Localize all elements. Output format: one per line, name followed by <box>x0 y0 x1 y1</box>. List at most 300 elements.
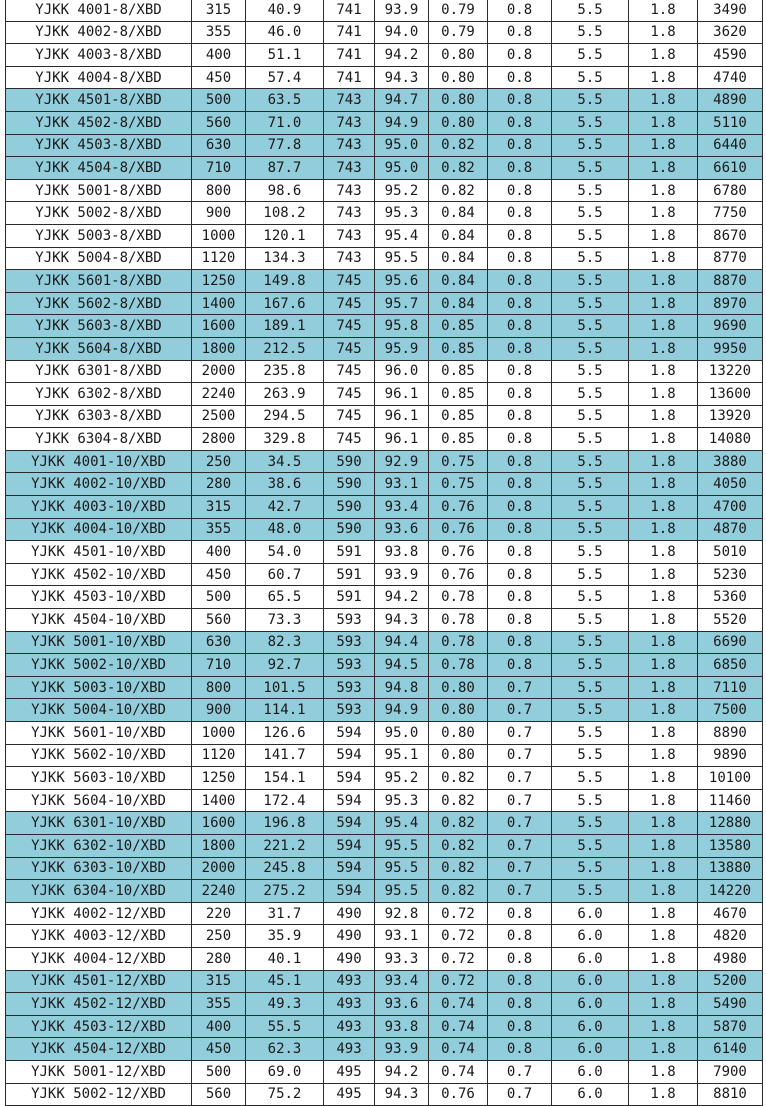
current-ratio-cell: 5.5 <box>552 134 629 157</box>
model-cell: YJKK 6301-8/XBD <box>6 360 192 383</box>
model-cell: YJKK 4003-12/XBD <box>6 925 192 948</box>
efficiency-cell: 93.3 <box>375 947 429 970</box>
table-row <box>6 224 763 247</box>
torque-ratio-cell: 0.7 <box>488 676 552 699</box>
speed-cell: 743 <box>324 134 375 157</box>
torque-ratio-cell: 0.8 <box>488 563 552 586</box>
efficiency-cell: 95.4 <box>375 224 429 247</box>
current-cell: 62.3 <box>246 1038 324 1061</box>
table-row <box>6 247 763 270</box>
power-factor-cell: 0.80 <box>429 744 488 767</box>
table-row <box>6 586 763 609</box>
current-cell: 65.5 <box>246 586 324 609</box>
efficiency-cell: 93.8 <box>375 541 429 564</box>
torque-ratio-cell: 0.8 <box>488 179 552 202</box>
table-row <box>6 292 763 315</box>
power-cell: 800 <box>192 179 246 202</box>
max-torque-ratio-cell: 1.8 <box>629 541 698 564</box>
model-cell: YJKK 4504-12/XBD <box>6 1038 192 1061</box>
table-row <box>6 789 763 812</box>
weight-cell: 5200 <box>698 970 763 993</box>
efficiency-cell: 94.2 <box>375 586 429 609</box>
weight-cell: 7110 <box>698 676 763 699</box>
current-ratio-cell: 5.5 <box>552 405 629 428</box>
torque-ratio-cell: 0.8 <box>488 428 552 451</box>
power-factor-cell: 0.85 <box>429 428 488 451</box>
model-cell: YJKK 6304-10/XBD <box>6 880 192 903</box>
speed-cell: 594 <box>324 789 375 812</box>
power-factor-cell: 0.78 <box>429 586 488 609</box>
max-torque-ratio-cell: 1.8 <box>629 21 698 44</box>
torque-ratio-cell: 0.7 <box>488 789 552 812</box>
speed-cell: 745 <box>324 360 375 383</box>
power-cell: 450 <box>192 66 246 89</box>
current-cell: 87.7 <box>246 157 324 180</box>
max-torque-ratio-cell: 1.8 <box>629 89 698 112</box>
efficiency-cell: 94.9 <box>375 111 429 134</box>
current-cell: 51.1 <box>246 44 324 67</box>
weight-cell: 13880 <box>698 857 763 880</box>
max-torque-ratio-cell: 1.8 <box>629 563 698 586</box>
efficiency-cell: 96.1 <box>375 428 429 451</box>
current-cell: 45.1 <box>246 970 324 993</box>
current-cell: 73.3 <box>246 609 324 632</box>
power-factor-cell: 0.84 <box>429 270 488 293</box>
model-cell: YJKK 4503-12/XBD <box>6 1015 192 1038</box>
speed-cell: 591 <box>324 541 375 564</box>
efficiency-cell: 92.8 <box>375 902 429 925</box>
efficiency-cell: 95.3 <box>375 202 429 225</box>
model-cell: YJKK 4501-10/XBD <box>6 541 192 564</box>
current-ratio-cell: 5.5 <box>552 586 629 609</box>
table-row <box>6 270 763 293</box>
model-cell: YJKK 6303-10/XBD <box>6 857 192 880</box>
max-torque-ratio-cell: 1.8 <box>629 993 698 1016</box>
efficiency-cell: 94.5 <box>375 654 429 677</box>
efficiency-cell: 94.3 <box>375 1083 429 1106</box>
current-ratio-cell: 5.5 <box>552 292 629 315</box>
power-cell: 560 <box>192 609 246 632</box>
current-cell: 141.7 <box>246 744 324 767</box>
weight-cell: 6140 <box>698 1038 763 1061</box>
efficiency-cell: 94.8 <box>375 676 429 699</box>
weight-cell: 6850 <box>698 654 763 677</box>
max-torque-ratio-cell: 1.8 <box>629 247 698 270</box>
speed-cell: 741 <box>324 21 375 44</box>
speed-cell: 741 <box>324 66 375 89</box>
table-row <box>6 631 763 654</box>
speed-cell: 743 <box>324 247 375 270</box>
torque-ratio-cell: 0.8 <box>488 383 552 406</box>
weight-cell: 4890 <box>698 89 763 112</box>
table-row <box>6 518 763 541</box>
efficiency-cell: 95.4 <box>375 812 429 835</box>
weight-cell: 13580 <box>698 834 763 857</box>
power-cell: 280 <box>192 947 246 970</box>
current-cell: 114.1 <box>246 699 324 722</box>
power-cell: 1000 <box>192 722 246 745</box>
efficiency-cell: 95.2 <box>375 179 429 202</box>
efficiency-cell: 93.9 <box>375 1038 429 1061</box>
table-row <box>6 383 763 406</box>
efficiency-cell: 94.9 <box>375 699 429 722</box>
current-ratio-cell: 5.5 <box>552 360 629 383</box>
speed-cell: 745 <box>324 428 375 451</box>
weight-cell: 5110 <box>698 111 763 134</box>
table-row <box>6 1083 763 1106</box>
current-cell: 172.4 <box>246 789 324 812</box>
table-row <box>6 812 763 835</box>
model-cell: YJKK 4502-10/XBD <box>6 563 192 586</box>
current-cell: 189.1 <box>246 315 324 338</box>
current-ratio-cell: 5.5 <box>552 834 629 857</box>
model-cell: YJKK 4502-12/XBD <box>6 993 192 1016</box>
current-ratio-cell: 5.5 <box>552 518 629 541</box>
max-torque-ratio-cell: 1.8 <box>629 496 698 519</box>
power-cell: 315 <box>192 970 246 993</box>
power-factor-cell: 0.76 <box>429 496 488 519</box>
current-cell: 212.5 <box>246 337 324 360</box>
max-torque-ratio-cell: 1.8 <box>629 767 698 790</box>
table-row <box>6 676 763 699</box>
table-row <box>6 993 763 1016</box>
speed-cell: 741 <box>324 44 375 67</box>
current-ratio-cell: 6.0 <box>552 1083 629 1106</box>
model-cell: YJKK 4504-10/XBD <box>6 609 192 632</box>
power-cell: 630 <box>192 134 246 157</box>
max-torque-ratio-cell: 1.8 <box>629 134 698 157</box>
torque-ratio-cell: 0.8 <box>488 111 552 134</box>
current-ratio-cell: 5.5 <box>552 315 629 338</box>
max-torque-ratio-cell: 1.8 <box>629 609 698 632</box>
speed-cell: 493 <box>324 993 375 1016</box>
torque-ratio-cell: 0.7 <box>488 744 552 767</box>
current-cell: 54.0 <box>246 541 324 564</box>
current-ratio-cell: 6.0 <box>552 970 629 993</box>
current-ratio-cell: 5.5 <box>552 270 629 293</box>
current-cell: 245.8 <box>246 857 324 880</box>
torque-ratio-cell: 0.8 <box>488 947 552 970</box>
power-cell: 355 <box>192 21 246 44</box>
weight-cell: 4740 <box>698 66 763 89</box>
table-row <box>6 473 763 496</box>
speed-cell: 743 <box>324 157 375 180</box>
power-cell: 900 <box>192 202 246 225</box>
max-torque-ratio-cell: 1.8 <box>629 902 698 925</box>
power-factor-cell: 0.76 <box>429 541 488 564</box>
max-torque-ratio-cell: 1.8 <box>629 676 698 699</box>
max-torque-ratio-cell: 1.8 <box>629 360 698 383</box>
current-ratio-cell: 5.5 <box>552 767 629 790</box>
speed-cell: 594 <box>324 744 375 767</box>
power-factor-cell: 0.79 <box>429 21 488 44</box>
weight-cell: 6610 <box>698 157 763 180</box>
power-factor-cell: 0.82 <box>429 834 488 857</box>
model-cell: YJKK 5004-8/XBD <box>6 247 192 270</box>
table-row <box>6 496 763 519</box>
model-cell: YJKK 4001-8/XBD <box>6 0 192 21</box>
speed-cell: 495 <box>324 1083 375 1106</box>
table-row <box>6 654 763 677</box>
speed-cell: 590 <box>324 473 375 496</box>
power-cell: 2000 <box>192 360 246 383</box>
max-torque-ratio-cell: 1.8 <box>629 383 698 406</box>
max-torque-ratio-cell: 1.8 <box>629 925 698 948</box>
torque-ratio-cell: 0.8 <box>488 586 552 609</box>
current-ratio-cell: 5.5 <box>552 89 629 112</box>
power-factor-cell: 0.85 <box>429 315 488 338</box>
current-cell: 235.8 <box>246 360 324 383</box>
torque-ratio-cell: 0.8 <box>488 315 552 338</box>
power-factor-cell: 0.84 <box>429 202 488 225</box>
current-cell: 40.1 <box>246 947 324 970</box>
current-cell: 263.9 <box>246 383 324 406</box>
model-cell: YJKK 4004-10/XBD <box>6 518 192 541</box>
speed-cell: 594 <box>324 812 375 835</box>
weight-cell: 6440 <box>698 134 763 157</box>
max-torque-ratio-cell: 1.8 <box>629 880 698 903</box>
current-ratio-cell: 5.5 <box>552 224 629 247</box>
current-ratio-cell: 5.5 <box>552 654 629 677</box>
power-cell: 1600 <box>192 812 246 835</box>
torque-ratio-cell: 0.7 <box>488 767 552 790</box>
torque-ratio-cell: 0.8 <box>488 518 552 541</box>
speed-cell: 591 <box>324 563 375 586</box>
max-torque-ratio-cell: 1.8 <box>629 518 698 541</box>
power-cell: 2240 <box>192 383 246 406</box>
power-factor-cell: 0.80 <box>429 699 488 722</box>
current-cell: 31.7 <box>246 902 324 925</box>
model-cell: YJKK 4503-8/XBD <box>6 134 192 157</box>
current-cell: 134.3 <box>246 247 324 270</box>
max-torque-ratio-cell: 1.8 <box>629 1015 698 1038</box>
power-factor-cell: 0.75 <box>429 450 488 473</box>
power-cell: 280 <box>192 473 246 496</box>
current-cell: 49.3 <box>246 993 324 1016</box>
current-ratio-cell: 5.5 <box>552 428 629 451</box>
power-cell: 250 <box>192 450 246 473</box>
current-ratio-cell: 5.5 <box>552 202 629 225</box>
power-cell: 1400 <box>192 789 246 812</box>
current-cell: 82.3 <box>246 631 324 654</box>
weight-cell: 4590 <box>698 44 763 67</box>
max-torque-ratio-cell: 1.8 <box>629 789 698 812</box>
model-cell: YJKK 5001-10/XBD <box>6 631 192 654</box>
current-ratio-cell: 6.0 <box>552 1060 629 1083</box>
model-cell: YJKK 4004-12/XBD <box>6 947 192 970</box>
power-factor-cell: 0.85 <box>429 383 488 406</box>
power-cell: 560 <box>192 111 246 134</box>
weight-cell: 8890 <box>698 722 763 745</box>
speed-cell: 743 <box>324 179 375 202</box>
torque-ratio-cell: 0.8 <box>488 1038 552 1061</box>
model-cell: YJKK 4004-8/XBD <box>6 66 192 89</box>
current-cell: 101.5 <box>246 676 324 699</box>
max-torque-ratio-cell: 1.8 <box>629 0 698 21</box>
efficiency-cell: 93.1 <box>375 473 429 496</box>
model-cell: YJKK 4002-12/XBD <box>6 902 192 925</box>
power-factor-cell: 0.76 <box>429 563 488 586</box>
current-ratio-cell: 5.5 <box>552 857 629 880</box>
efficiency-cell: 95.2 <box>375 767 429 790</box>
table-row <box>6 202 763 225</box>
efficiency-cell: 94.2 <box>375 1060 429 1083</box>
power-cell: 500 <box>192 89 246 112</box>
speed-cell: 594 <box>324 857 375 880</box>
table-row <box>6 902 763 925</box>
model-cell: YJKK 4001-10/XBD <box>6 450 192 473</box>
table-row <box>6 925 763 948</box>
power-cell: 900 <box>192 699 246 722</box>
weight-cell: 14220 <box>698 880 763 903</box>
torque-ratio-cell: 0.8 <box>488 21 552 44</box>
power-cell: 1800 <box>192 834 246 857</box>
efficiency-cell: 95.0 <box>375 722 429 745</box>
efficiency-cell: 96.0 <box>375 360 429 383</box>
speed-cell: 745 <box>324 315 375 338</box>
efficiency-cell: 95.8 <box>375 315 429 338</box>
current-cell: 46.0 <box>246 21 324 44</box>
table-row <box>6 157 763 180</box>
efficiency-cell: 94.4 <box>375 631 429 654</box>
current-cell: 329.8 <box>246 428 324 451</box>
model-cell: YJKK 4501-12/XBD <box>6 970 192 993</box>
efficiency-cell: 94.3 <box>375 66 429 89</box>
model-cell: YJKK 4504-8/XBD <box>6 157 192 180</box>
max-torque-ratio-cell: 1.8 <box>629 224 698 247</box>
speed-cell: 490 <box>324 947 375 970</box>
current-ratio-cell: 6.0 <box>552 925 629 948</box>
torque-ratio-cell: 0.8 <box>488 0 552 21</box>
current-cell: 42.7 <box>246 496 324 519</box>
table-row <box>6 767 763 790</box>
speed-cell: 493 <box>324 970 375 993</box>
speed-cell: 495 <box>324 1060 375 1083</box>
max-torque-ratio-cell: 1.8 <box>629 315 698 338</box>
power-cell: 500 <box>192 586 246 609</box>
power-cell: 400 <box>192 1015 246 1038</box>
max-torque-ratio-cell: 1.8 <box>629 834 698 857</box>
weight-cell: 8770 <box>698 247 763 270</box>
speed-cell: 594 <box>324 880 375 903</box>
speed-cell: 743 <box>324 224 375 247</box>
power-cell: 1250 <box>192 270 246 293</box>
power-factor-cell: 0.80 <box>429 676 488 699</box>
model-cell: YJKK 5602-8/XBD <box>6 292 192 315</box>
weight-cell: 4670 <box>698 902 763 925</box>
power-cell: 2800 <box>192 428 246 451</box>
power-cell: 2000 <box>192 857 246 880</box>
speed-cell: 593 <box>324 631 375 654</box>
efficiency-cell: 95.3 <box>375 789 429 812</box>
model-cell: YJKK 4501-8/XBD <box>6 89 192 112</box>
power-factor-cell: 0.80 <box>429 722 488 745</box>
power-factor-cell: 0.82 <box>429 857 488 880</box>
torque-ratio-cell: 0.7 <box>488 812 552 835</box>
current-ratio-cell: 5.5 <box>552 247 629 270</box>
model-cell: YJKK 4003-10/XBD <box>6 496 192 519</box>
max-torque-ratio-cell: 1.8 <box>629 586 698 609</box>
power-factor-cell: 0.74 <box>429 1015 488 1038</box>
max-torque-ratio-cell: 1.8 <box>629 654 698 677</box>
max-torque-ratio-cell: 1.8 <box>629 1083 698 1106</box>
power-factor-cell: 0.74 <box>429 993 488 1016</box>
torque-ratio-cell: 0.8 <box>488 631 552 654</box>
torque-ratio-cell: 0.7 <box>488 880 552 903</box>
weight-cell: 7500 <box>698 699 763 722</box>
speed-cell: 594 <box>324 722 375 745</box>
current-cell: 60.7 <box>246 563 324 586</box>
model-cell: YJKK 5604-10/XBD <box>6 789 192 812</box>
current-ratio-cell: 5.5 <box>552 699 629 722</box>
efficiency-cell: 95.0 <box>375 134 429 157</box>
speed-cell: 594 <box>324 834 375 857</box>
torque-ratio-cell: 0.8 <box>488 902 552 925</box>
motor-spec-table <box>5 0 763 1106</box>
table-row <box>6 134 763 157</box>
model-cell: YJKK 5604-8/XBD <box>6 337 192 360</box>
weight-cell: 14080 <box>698 428 763 451</box>
model-cell: YJKK 5001-12/XBD <box>6 1060 192 1083</box>
power-factor-cell: 0.78 <box>429 654 488 677</box>
weight-cell: 11460 <box>698 789 763 812</box>
current-ratio-cell: 5.5 <box>552 722 629 745</box>
weight-cell: 4820 <box>698 925 763 948</box>
efficiency-cell: 93.8 <box>375 1015 429 1038</box>
model-cell: YJKK 6301-10/XBD <box>6 812 192 835</box>
efficiency-cell: 95.1 <box>375 744 429 767</box>
torque-ratio-cell: 0.7 <box>488 857 552 880</box>
speed-cell: 594 <box>324 767 375 790</box>
weight-cell: 4700 <box>698 496 763 519</box>
speed-cell: 590 <box>324 496 375 519</box>
table-row <box>6 744 763 767</box>
model-cell: YJKK 5002-8/XBD <box>6 202 192 225</box>
power-cell: 630 <box>192 631 246 654</box>
power-cell: 450 <box>192 1038 246 1061</box>
efficiency-cell: 96.1 <box>375 405 429 428</box>
model-cell: YJKK 6303-8/XBD <box>6 405 192 428</box>
max-torque-ratio-cell: 1.8 <box>629 202 698 225</box>
speed-cell: 741 <box>324 0 375 21</box>
model-cell: YJKK 4502-8/XBD <box>6 111 192 134</box>
current-cell: 221.2 <box>246 834 324 857</box>
current-cell: 69.0 <box>246 1060 324 1083</box>
power-factor-cell: 0.80 <box>429 66 488 89</box>
power-cell: 1400 <box>192 292 246 315</box>
max-torque-ratio-cell: 1.8 <box>629 66 698 89</box>
power-factor-cell: 0.72 <box>429 970 488 993</box>
table-row <box>6 970 763 993</box>
max-torque-ratio-cell: 1.8 <box>629 722 698 745</box>
current-cell: 75.2 <box>246 1083 324 1106</box>
power-factor-cell: 0.82 <box>429 134 488 157</box>
torque-ratio-cell: 0.7 <box>488 1083 552 1106</box>
table-row <box>6 337 763 360</box>
power-factor-cell: 0.80 <box>429 44 488 67</box>
weight-cell: 10100 <box>698 767 763 790</box>
max-torque-ratio-cell: 1.8 <box>629 1038 698 1061</box>
weight-cell: 8670 <box>698 224 763 247</box>
weight-cell: 3620 <box>698 21 763 44</box>
weight-cell: 13220 <box>698 360 763 383</box>
power-cell: 220 <box>192 902 246 925</box>
torque-ratio-cell: 0.8 <box>488 993 552 1016</box>
current-cell: 40.9 <box>246 0 324 21</box>
power-cell: 1600 <box>192 315 246 338</box>
current-ratio-cell: 6.0 <box>552 1015 629 1038</box>
current-ratio-cell: 5.5 <box>552 812 629 835</box>
